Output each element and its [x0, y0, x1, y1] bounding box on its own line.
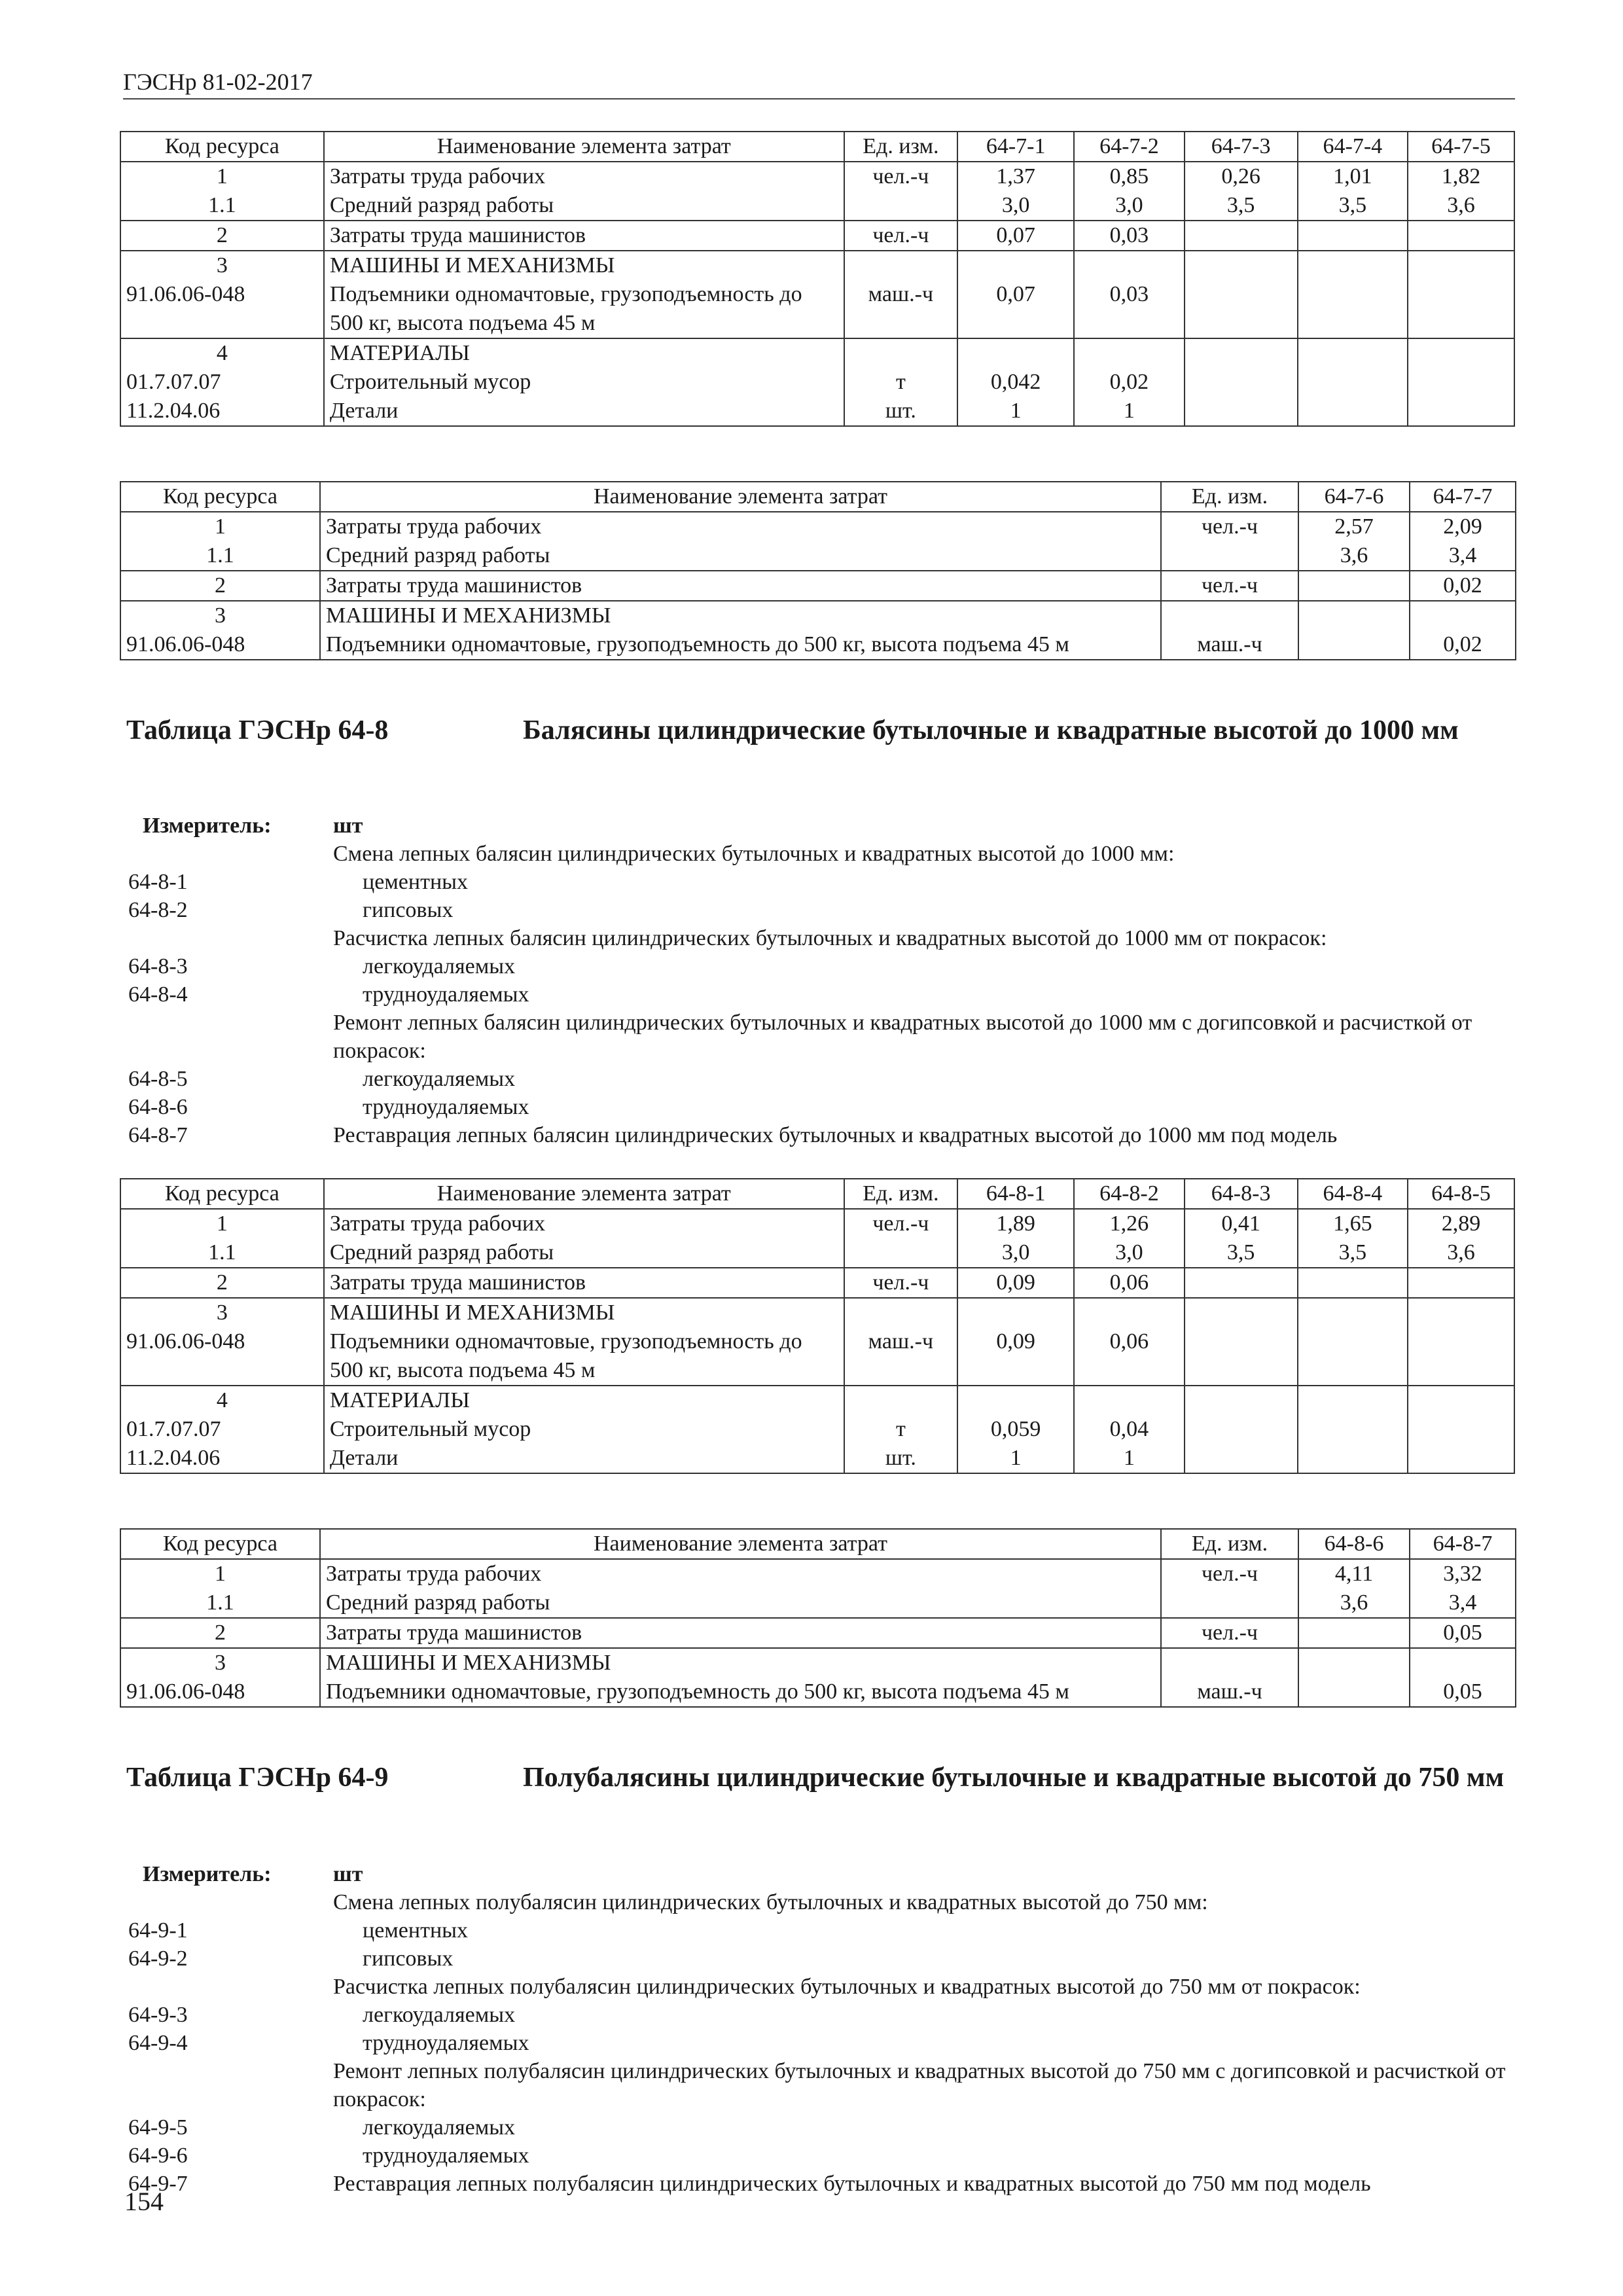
table-row	[120, 1415, 1514, 1444]
resource-group-name: МАШИНЫ И МЕХАНИЗМЫ	[320, 1648, 1161, 1677]
resource-name: Подъемники одномачтовые, грузоподъемность до 500 кг, высота подъема 45 м	[320, 630, 1161, 660]
col-value-header: 64-7-5	[1408, 132, 1514, 162]
table-number-label: Таблица ГЭСНр 64-8	[126, 715, 389, 745]
measure-label: Измеритель:	[143, 1862, 272, 1886]
resource-value: 3,0	[957, 191, 1074, 221]
resource-value: 3,0	[1074, 191, 1184, 221]
table-row	[120, 1238, 1514, 1268]
resource-name: Средний разряд работы	[324, 1238, 844, 1268]
resource-unit	[844, 1238, 957, 1268]
item-text: Смена лепных полубалясин цилиндрических бутылочных и квадратных высотой до 750 мм:	[333, 1890, 1208, 1914]
table-title-text: Балясины цилиндрические бутылочные и квадратные высотой до 1000 мм	[523, 715, 1459, 745]
resource-value	[1408, 221, 1514, 251]
resource-value	[1185, 368, 1298, 397]
measure-unit: шт	[333, 814, 363, 838]
col-name-header: Наименование элемента затрат	[324, 1179, 844, 1209]
resource-value	[1408, 1444, 1514, 1473]
resource-value	[1408, 368, 1514, 397]
list-item	[128, 1009, 1516, 1065]
resource-code: 91.06.06-048	[120, 1327, 324, 1386]
resource-name: Затраты труда рабочих	[320, 512, 1161, 541]
col-unit-header: Ед. изм.	[1161, 482, 1298, 512]
item-text: легкоудаляемых	[363, 954, 516, 978]
resource-unit: маш.-ч	[844, 1327, 957, 1386]
resource-code: 01.7.07.07	[120, 1415, 324, 1444]
resource-group-name: МАШИНЫ И МЕХАНИЗМЫ	[324, 251, 844, 280]
resource-value	[1185, 1327, 1298, 1386]
table-row	[120, 1588, 1516, 1618]
resource-name: Затраты труда машинистов	[324, 1268, 844, 1298]
table-row	[120, 1559, 1516, 1588]
resource-value: 1,26	[1074, 1209, 1184, 1238]
resource-code: 2	[120, 1268, 324, 1298]
list-item	[128, 924, 1516, 952]
col-name-header: Наименование элемента затрат	[320, 1529, 1161, 1559]
resource-name: Затраты труда машинистов	[320, 571, 1161, 601]
resource-code: 1	[120, 1559, 320, 1588]
resource-code: 3	[120, 1298, 324, 1327]
resource-code: 1.1	[120, 541, 320, 571]
resource-group-name: МАТЕРИАЛЫ	[324, 338, 844, 368]
table-header-row	[120, 482, 1516, 512]
resource-name: Детали	[324, 1444, 844, 1473]
item-text: трудноудаляемых	[363, 2031, 529, 2055]
resource-name: Детали	[324, 397, 844, 426]
list-item	[128, 2170, 1516, 2198]
resource-name: Затраты труда машинистов	[320, 1618, 1161, 1648]
resource-value	[1298, 280, 1408, 338]
resource-value: 0,06	[1074, 1327, 1184, 1386]
list-item	[128, 1065, 1516, 1093]
resource-table-64-8-part2	[120, 1528, 1516, 1708]
resource-value: 4,11	[1298, 1559, 1410, 1588]
resource-value: 3,0	[957, 1238, 1074, 1268]
resource-code: 2	[120, 221, 324, 251]
item-code: 64-8-5	[128, 1067, 188, 1091]
item-code: 64-8-2	[128, 898, 188, 922]
col-code-header: Код ресурса	[120, 132, 324, 162]
resource-name: Средний разряд работы	[324, 191, 844, 221]
resource-code: 11.2.04.06	[120, 397, 324, 426]
item-text: Реставрация лепных полубалясин цилиндрических бутылочных и квадратных высотой до 750 мм под модель	[333, 2172, 1371, 2196]
item-code: 64-9-3	[128, 2003, 188, 2027]
resource-value	[1408, 1327, 1514, 1386]
list-item	[128, 1973, 1516, 2001]
resource-name: Средний разряд работы	[320, 1588, 1161, 1618]
resource-code: 1.1	[120, 1238, 324, 1268]
item-text: легкоудаляемых	[363, 2115, 516, 2140]
measure-label: Измеритель:	[143, 814, 272, 838]
resource-value: 3,0	[1074, 1238, 1184, 1268]
resource-value	[1185, 1415, 1298, 1444]
list-item	[128, 980, 1516, 1009]
resource-code: 3	[120, 601, 320, 630]
col-name-header: Наименование элемента затрат	[324, 132, 844, 162]
item-text: трудноудаляемых	[363, 1095, 529, 1119]
col-value-header: 64-7-3	[1185, 132, 1298, 162]
item-text: гипсовых	[363, 898, 454, 922]
resource-code: 91.06.06-048	[120, 630, 320, 660]
list-item	[128, 952, 1516, 980]
resource-code: 91.06.06-048	[120, 280, 324, 338]
table-row	[120, 1677, 1516, 1707]
table-group-row	[120, 1386, 1514, 1415]
col-code-header: Код ресурса	[120, 1179, 324, 1209]
resource-unit: маш.-ч	[844, 280, 957, 338]
table-header-row	[120, 1179, 1514, 1209]
resource-code: 91.06.06-048	[120, 1677, 320, 1707]
resource-name: Затраты труда рабочих	[320, 1559, 1161, 1588]
resource-code: 1.1	[120, 191, 324, 221]
resource-value: 0,02	[1410, 630, 1516, 660]
resource-code: 2	[120, 1618, 320, 1648]
resource-value: 0,03	[1074, 221, 1184, 251]
resource-code: 1	[120, 512, 320, 541]
resource-value	[1185, 1444, 1298, 1473]
table-header-row	[120, 132, 1514, 162]
resource-unit: чел.-ч	[1161, 1559, 1298, 1588]
item-code: 64-9-2	[128, 1946, 188, 1971]
resource-value: 1,37	[957, 162, 1074, 191]
resource-name: Затраты труда рабочих	[324, 162, 844, 191]
resource-table-64-7-part1	[120, 131, 1515, 427]
table-group-row	[120, 251, 1514, 280]
resource-value: 0,059	[957, 1415, 1074, 1444]
resource-value: 3,4	[1410, 541, 1516, 571]
item-code: 64-8-1	[128, 870, 188, 894]
resource-unit	[1161, 1588, 1298, 1618]
resource-unit: шт.	[844, 1444, 957, 1473]
item-text: цементных	[363, 870, 468, 894]
resource-name: Подъемники одномачтовые, грузоподъемность до 500 кг, высота подъема 45 м	[324, 1327, 844, 1386]
col-unit-header: Ед. изм.	[844, 132, 957, 162]
table-row	[120, 1268, 1514, 1298]
item-code: 64-8-7	[128, 1123, 188, 1147]
item-code: 64-9-1	[128, 1918, 188, 1943]
measure-block-64-8	[128, 812, 1516, 1149]
resource-value: 3,5	[1185, 1238, 1298, 1268]
table-row	[120, 630, 1516, 660]
resource-value: 1,89	[957, 1209, 1074, 1238]
measure-block-64-9	[128, 1860, 1516, 2198]
table-number-label: Таблица ГЭСНр 64-9	[126, 1763, 389, 1793]
resource-name: Затраты труда машинистов	[324, 221, 844, 251]
col-code-header: Код ресурса	[120, 482, 320, 512]
resource-value: 0,05	[1410, 1677, 1516, 1707]
list-item	[128, 1945, 1516, 1973]
resource-unit: т	[844, 368, 957, 397]
resource-value: 3,6	[1298, 541, 1410, 571]
table-row	[120, 1618, 1516, 1648]
col-value-header: 64-7-7	[1410, 482, 1516, 512]
item-text: Расчистка лепных полубалясин цилиндрических бутылочных и квадратных высотой до 750 мм от покрасок:	[333, 1975, 1361, 1999]
resource-unit: чел.-ч	[844, 162, 957, 191]
resource-name: Средний разряд работы	[320, 541, 1161, 571]
resource-value: 1	[957, 397, 1074, 426]
page-number: 154	[124, 2187, 164, 2216]
table-group-row	[120, 338, 1514, 368]
resource-value: 0,04	[1074, 1415, 1184, 1444]
col-value-header: 64-7-6	[1298, 482, 1410, 512]
table-group-row	[120, 601, 1516, 630]
item-text: Расчистка лепных балясин цилиндрических бутылочных и квадратных высотой до 1000 мм от покрасок:	[333, 926, 1327, 950]
item-text: трудноудаляемых	[363, 982, 529, 1007]
resource-value	[1298, 1444, 1408, 1473]
resource-code: 4	[120, 1386, 324, 1415]
col-name-header: Наименование элемента затрат	[320, 482, 1161, 512]
resource-value: 0,41	[1185, 1209, 1298, 1238]
table-title-64-9	[126, 1759, 1514, 1837]
table-row	[120, 191, 1514, 221]
col-value-header: 64-8-6	[1298, 1529, 1410, 1559]
resource-value: 0,03	[1074, 280, 1184, 338]
table-title-64-8	[126, 711, 1514, 790]
resource-value: 2,09	[1410, 512, 1516, 541]
list-item	[128, 868, 1516, 896]
col-unit-header: Ед. изм.	[1161, 1529, 1298, 1559]
running-header: ГЭСНр 81-02-2017	[123, 65, 1515, 99]
resource-value: 3,4	[1410, 1588, 1516, 1618]
resource-name: Строительный мусор	[324, 1415, 844, 1444]
item-text: легкоудаляемых	[363, 2003, 516, 2027]
table-row	[120, 1327, 1514, 1386]
resource-value: 0,05	[1410, 1618, 1516, 1648]
item-code: 64-9-7	[128, 2172, 188, 2196]
resource-value: 0,02	[1074, 368, 1184, 397]
col-unit-header: Ед. изм.	[844, 1179, 957, 1209]
item-text: гипсовых	[363, 1946, 454, 1971]
table-group-row	[120, 1648, 1516, 1677]
resource-name: Строительный мусор	[324, 368, 844, 397]
resource-unit	[1161, 541, 1298, 571]
col-value-header: 64-8-2	[1074, 1179, 1184, 1209]
resource-value: 0,26	[1185, 162, 1298, 191]
item-code: 64-8-6	[128, 1095, 188, 1119]
resource-unit: чел.-ч	[844, 1209, 957, 1238]
resource-name: Затраты труда рабочих	[324, 1209, 844, 1238]
col-value-header: 64-8-4	[1298, 1179, 1408, 1209]
resource-code: 4	[120, 338, 324, 368]
item-text: цементных	[363, 1918, 468, 1943]
list-item	[128, 1888, 1516, 1916]
resource-value	[1185, 397, 1298, 426]
resource-unit	[844, 191, 957, 221]
resource-value	[1298, 1677, 1410, 1707]
resource-value: 3,6	[1408, 1238, 1514, 1268]
resource-value: 1,65	[1298, 1209, 1408, 1238]
resource-value	[1185, 221, 1298, 251]
table-group-row	[120, 1298, 1514, 1327]
resource-value: 0,042	[957, 368, 1074, 397]
resource-code: 1	[120, 1209, 324, 1238]
resource-code: 2	[120, 571, 320, 601]
item-text: Реставрация лепных балясин цилиндрических бутылочных и квадратных высотой до 1000 мм под модель	[333, 1123, 1338, 1147]
resource-code: 11.2.04.06	[120, 1444, 324, 1473]
col-value-header: 64-8-5	[1408, 1179, 1514, 1209]
table-row	[120, 541, 1516, 571]
table-title-text: Полубалясины цилиндрические бутылочные и квадратные высотой до 750 мм	[523, 1763, 1505, 1793]
list-item	[128, 1121, 1516, 1149]
resource-value: 1,82	[1408, 162, 1514, 191]
resource-code: 3	[120, 1648, 320, 1677]
resource-name: Подъемники одномачтовые, грузоподъемность до 500 кг, высота подъема 45 м	[324, 280, 844, 338]
item-code: 64-9-6	[128, 2144, 188, 2168]
resource-group-name: МАШИНЫ И МЕХАНИЗМЫ	[320, 601, 1161, 630]
resource-value	[1298, 571, 1410, 601]
item-code: 64-8-3	[128, 954, 188, 978]
resource-value: 2,57	[1298, 512, 1410, 541]
resource-group-name: МАТЕРИАЛЫ	[324, 1386, 844, 1415]
resource-value: 3,32	[1410, 1559, 1516, 1588]
resource-value: 0,07	[957, 280, 1074, 338]
resource-value	[1298, 397, 1408, 426]
resource-value: 0,02	[1410, 571, 1516, 601]
resource-group-name: МАШИНЫ И МЕХАНИЗМЫ	[324, 1298, 844, 1327]
resource-value: 0,06	[1074, 1268, 1184, 1298]
list-item	[128, 2142, 1516, 2170]
resource-value: 3,5	[1298, 1238, 1408, 1268]
resource-unit: маш.-ч	[1161, 1677, 1298, 1707]
resource-value	[1298, 1327, 1408, 1386]
resource-unit: т	[844, 1415, 957, 1444]
table-row	[120, 397, 1514, 426]
resource-value: 1,01	[1298, 162, 1408, 191]
item-text: Ремонт лепных полубалясин цилиндрических бутылочных и квадратных высотой до 750 мм с догипсовкой и расчисткой от покрасок:	[333, 2059, 1506, 2111]
resource-value: 0,09	[957, 1327, 1074, 1386]
col-value-header: 64-7-4	[1298, 132, 1408, 162]
table-row	[120, 368, 1514, 397]
resource-unit: маш.-ч	[1161, 630, 1298, 660]
list-item	[128, 896, 1516, 924]
list-item	[128, 2113, 1516, 2142]
resource-value: 0,85	[1074, 162, 1184, 191]
table-row	[120, 512, 1516, 541]
resource-value: 1	[1074, 1444, 1184, 1473]
resource-value: 0,09	[957, 1268, 1074, 1298]
resource-name: Подъемники одномачтовые, грузоподъемность до 500 кг, высота подъема 45 м	[320, 1677, 1161, 1707]
resource-value: 2,89	[1408, 1209, 1514, 1238]
measure-unit: шт	[333, 1862, 363, 1886]
item-text: трудноудаляемых	[363, 2144, 529, 2168]
resource-value	[1298, 630, 1410, 660]
resource-value: 3,6	[1408, 191, 1514, 221]
resource-value	[1408, 397, 1514, 426]
resource-unit: чел.-ч	[844, 221, 957, 251]
resource-value	[1185, 1268, 1298, 1298]
list-item	[128, 2029, 1516, 2057]
table-row	[120, 571, 1516, 601]
col-value-header: 64-7-1	[957, 132, 1074, 162]
resource-unit: шт.	[844, 397, 957, 426]
table-row	[120, 280, 1514, 338]
item-text: Смена лепных балясин цилиндрических бутылочных и квадратных высотой до 1000 мм:	[333, 842, 1175, 866]
resource-value: 1	[1074, 397, 1184, 426]
resource-value	[1408, 1415, 1514, 1444]
resource-unit: чел.-ч	[1161, 571, 1298, 601]
col-value-header: 64-8-3	[1185, 1179, 1298, 1209]
item-text: легкоудаляемых	[363, 1067, 516, 1091]
resource-value	[1298, 368, 1408, 397]
resource-value: 3,5	[1185, 191, 1298, 221]
resource-value: 1	[957, 1444, 1074, 1473]
item-code: 64-8-4	[128, 982, 188, 1007]
list-item	[128, 1093, 1516, 1121]
resource-value	[1408, 1268, 1514, 1298]
item-code: 64-9-5	[128, 2115, 188, 2140]
resource-value	[1298, 1618, 1410, 1648]
list-item	[128, 840, 1516, 868]
list-item	[128, 2057, 1516, 2113]
resource-code: 1	[120, 162, 324, 191]
resource-code: 1.1	[120, 1588, 320, 1618]
resource-unit: чел.-ч	[844, 1268, 957, 1298]
list-item	[128, 1916, 1516, 1945]
resource-value: 3,5	[1298, 191, 1408, 221]
resource-value: 3,6	[1298, 1588, 1410, 1618]
item-text: Ремонт лепных балясин цилиндрических бутылочных и квадратных высотой до 1000 мм с догипсовкой и расчисткой от покрасок:	[333, 1011, 1472, 1063]
resource-table-64-7-part2	[120, 481, 1516, 660]
resource-table-64-8-part1	[120, 1178, 1515, 1474]
resource-value	[1185, 280, 1298, 338]
resource-value	[1408, 280, 1514, 338]
table-row	[120, 1444, 1514, 1473]
item-code: 64-9-4	[128, 2031, 188, 2055]
col-value-header: 64-8-1	[957, 1179, 1074, 1209]
resource-value	[1298, 1415, 1408, 1444]
table-row	[120, 1209, 1514, 1238]
table-header-row	[120, 1529, 1516, 1559]
resource-value: 0,07	[957, 221, 1074, 251]
resource-unit: чел.-ч	[1161, 512, 1298, 541]
table-row	[120, 221, 1514, 251]
resource-value	[1298, 221, 1408, 251]
col-value-header: 64-8-7	[1410, 1529, 1516, 1559]
resource-unit: чел.-ч	[1161, 1618, 1298, 1648]
col-code-header: Код ресурса	[120, 1529, 320, 1559]
table-row	[120, 162, 1514, 191]
col-value-header: 64-7-2	[1074, 132, 1184, 162]
list-item	[128, 2001, 1516, 2029]
resource-code: 3	[120, 251, 324, 280]
resource-code: 01.7.07.07	[120, 368, 324, 397]
resource-value	[1298, 1268, 1408, 1298]
